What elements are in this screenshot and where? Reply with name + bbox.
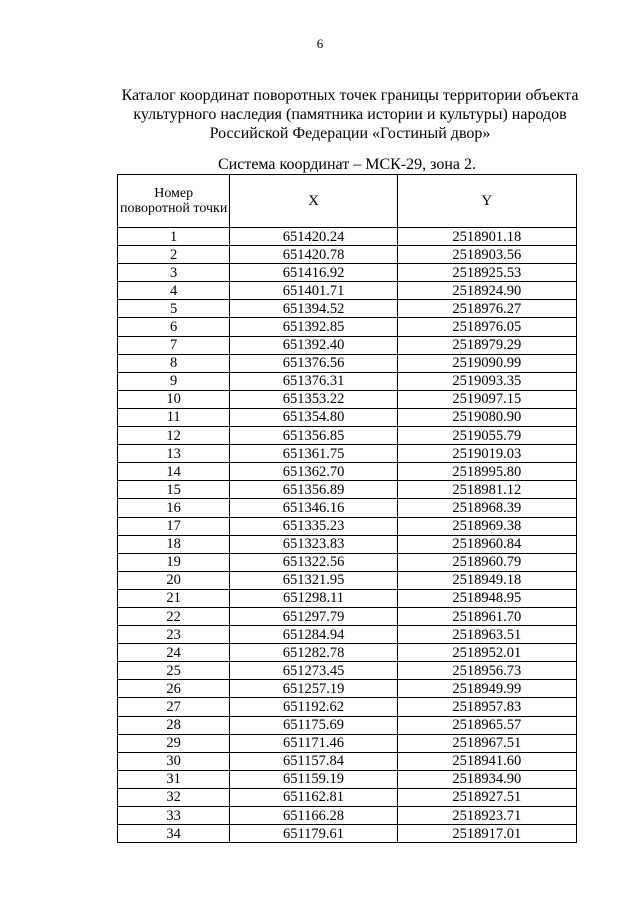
- point-number-cell: 25: [118, 662, 230, 680]
- table-header-row: [118, 175, 577, 228]
- x-coordinate-cell: 651420.78: [230, 246, 397, 264]
- x-coordinate-cell: 651420.24: [230, 228, 397, 246]
- point-number-cell: 29: [118, 734, 230, 752]
- point-number-cell: 21: [118, 589, 230, 607]
- table-row: [118, 698, 577, 716]
- table-row: [118, 318, 577, 336]
- x-coordinate-cell: 651282.78: [230, 644, 397, 662]
- point-number-cell: 2: [118, 246, 230, 264]
- x-coordinate-cell: 651394.52: [230, 300, 397, 318]
- table-row: [118, 246, 577, 264]
- table-row: [118, 499, 577, 517]
- table-row: [118, 427, 577, 445]
- point-number-cell: 33: [118, 807, 230, 825]
- y-coordinate-cell: 2518917.01: [397, 825, 576, 843]
- table-row: [118, 445, 577, 463]
- point-number-cell: 9: [118, 372, 230, 390]
- point-number-cell: 24: [118, 644, 230, 662]
- point-number-cell: 22: [118, 607, 230, 625]
- point-number-cell: 19: [118, 553, 230, 571]
- y-coordinate-cell: 2518957.83: [397, 698, 576, 716]
- header-point-number: Номер поворотной точки: [118, 175, 230, 228]
- point-number-cell: 32: [118, 788, 230, 806]
- point-number-cell: 8: [118, 354, 230, 372]
- x-coordinate-cell: 651356.85: [230, 427, 397, 445]
- x-coordinate-cell: 651353.22: [230, 390, 397, 408]
- point-number-cell: 26: [118, 680, 230, 698]
- y-coordinate-cell: 2518963.51: [397, 626, 576, 644]
- x-coordinate-cell: 651354.80: [230, 408, 397, 426]
- point-number-cell: 10: [118, 390, 230, 408]
- y-coordinate-cell: 2519097.15: [397, 390, 576, 408]
- point-number-cell: 11: [118, 408, 230, 426]
- x-coordinate-cell: 651346.16: [230, 499, 397, 517]
- table-row: [118, 390, 577, 408]
- table-row: [118, 607, 577, 625]
- y-coordinate-cell: 2518949.99: [397, 680, 576, 698]
- y-coordinate-cell: 2518956.73: [397, 662, 576, 680]
- y-coordinate-cell: 2518924.90: [397, 282, 576, 300]
- table-row: [118, 228, 577, 246]
- x-coordinate-cell: 651376.31: [230, 372, 397, 390]
- page-number: 6: [316, 36, 324, 51]
- table-row: [118, 264, 577, 282]
- point-number-cell: 7: [118, 336, 230, 354]
- y-coordinate-cell: 2518969.38: [397, 517, 576, 535]
- table-row: [118, 788, 577, 806]
- x-coordinate-cell: 651356.89: [230, 481, 397, 499]
- point-number-cell: 13: [118, 445, 230, 463]
- y-coordinate-cell: 2518995.80: [397, 463, 576, 481]
- y-coordinate-cell: 2518952.01: [397, 644, 576, 662]
- table-row: [118, 336, 577, 354]
- coordinate-system-caption: Система координат – МСК-29, зона 2.: [217, 156, 477, 173]
- table-row: [118, 680, 577, 698]
- x-coordinate-cell: 651322.56: [230, 553, 397, 571]
- y-coordinate-cell: 2518960.79: [397, 553, 576, 571]
- table-row: [118, 535, 577, 553]
- y-coordinate-cell: 2518923.71: [397, 807, 576, 825]
- table-row: [118, 807, 577, 825]
- x-coordinate-cell: 651166.28: [230, 807, 397, 825]
- table-row: [118, 589, 577, 607]
- point-number-cell: 5: [118, 300, 230, 318]
- x-coordinate-cell: 651361.75: [230, 445, 397, 463]
- point-number-cell: 16: [118, 499, 230, 517]
- table-row: [118, 481, 577, 499]
- x-coordinate-cell: 651171.46: [230, 734, 397, 752]
- point-number-cell: 6: [118, 318, 230, 336]
- y-coordinate-cell: 2518968.39: [397, 499, 576, 517]
- table-body: [118, 228, 577, 843]
- y-coordinate-cell: 2518965.57: [397, 716, 576, 734]
- y-coordinate-cell: 2518948.95: [397, 589, 576, 607]
- y-coordinate-cell: 2518967.51: [397, 734, 576, 752]
- x-coordinate-cell: 651323.83: [230, 535, 397, 553]
- point-number-cell: 17: [118, 517, 230, 535]
- table-row: [118, 517, 577, 535]
- y-coordinate-cell: 2518961.70: [397, 607, 576, 625]
- document-title: Каталог координат поворотных точек границы территории объекта культурного наследия (памятника истории и культуры) народов Российской Федерации «Гостиный двор»: [121, 87, 579, 142]
- header-x: X: [230, 175, 397, 228]
- table-row: [118, 626, 577, 644]
- x-coordinate-cell: 651273.45: [230, 662, 397, 680]
- point-number-cell: 12: [118, 427, 230, 445]
- point-number-cell: 3: [118, 264, 230, 282]
- y-coordinate-cell: 2518925.53: [397, 264, 576, 282]
- point-number-cell: 20: [118, 571, 230, 589]
- point-number-cell: 34: [118, 825, 230, 843]
- y-coordinate-cell: 2518941.60: [397, 752, 576, 770]
- x-coordinate-cell: 651392.85: [230, 318, 397, 336]
- x-coordinate-cell: 651284.94: [230, 626, 397, 644]
- table-row: [118, 282, 577, 300]
- table-row: [118, 553, 577, 571]
- x-coordinate-cell: 651159.19: [230, 770, 397, 788]
- point-number-cell: 23: [118, 626, 230, 644]
- table-row: [118, 463, 577, 481]
- x-coordinate-cell: 651392.40: [230, 336, 397, 354]
- y-coordinate-cell: 2518981.12: [397, 481, 576, 499]
- y-coordinate-cell: 2518901.18: [397, 228, 576, 246]
- y-coordinate-cell: 2519093.35: [397, 372, 576, 390]
- x-coordinate-cell: 651401.71: [230, 282, 397, 300]
- table-row: [118, 770, 577, 788]
- y-coordinate-cell: 2518976.27: [397, 300, 576, 318]
- point-number-cell: 30: [118, 752, 230, 770]
- x-coordinate-cell: 651362.70: [230, 463, 397, 481]
- x-coordinate-cell: 651192.62: [230, 698, 397, 716]
- y-coordinate-cell: 2518979.29: [397, 336, 576, 354]
- y-coordinate-cell: 2518934.90: [397, 770, 576, 788]
- y-coordinate-cell: 2518927.51: [397, 788, 576, 806]
- point-number-cell: 28: [118, 716, 230, 734]
- point-number-cell: 31: [118, 770, 230, 788]
- table-row: [118, 372, 577, 390]
- y-coordinate-cell: 2519019.03: [397, 445, 576, 463]
- table-row: [118, 571, 577, 589]
- point-number-cell: 14: [118, 463, 230, 481]
- point-number-cell: 1: [118, 228, 230, 246]
- x-coordinate-cell: 651335.23: [230, 517, 397, 535]
- y-coordinate-cell: 2518960.84: [397, 535, 576, 553]
- x-coordinate-cell: 651162.81: [230, 788, 397, 806]
- y-coordinate-cell: 2518976.05: [397, 318, 576, 336]
- table-row: [118, 354, 577, 372]
- coordinates-table: [117, 174, 577, 843]
- y-coordinate-cell: 2518949.18: [397, 571, 576, 589]
- table-row: [118, 752, 577, 770]
- x-coordinate-cell: 651157.84: [230, 752, 397, 770]
- table-row: [118, 825, 577, 843]
- x-coordinate-cell: 651175.69: [230, 716, 397, 734]
- header-y: Y: [397, 175, 576, 228]
- y-coordinate-cell: 2519080.90: [397, 408, 576, 426]
- x-coordinate-cell: 651416.92: [230, 264, 397, 282]
- table-row: [118, 716, 577, 734]
- x-coordinate-cell: 651321.95: [230, 571, 397, 589]
- y-coordinate-cell: 2519055.79: [397, 427, 576, 445]
- x-coordinate-cell: 651179.61: [230, 825, 397, 843]
- x-coordinate-cell: 651376.56: [230, 354, 397, 372]
- table-row: [118, 644, 577, 662]
- table-row: [118, 734, 577, 752]
- y-coordinate-cell: 2518903.56: [397, 246, 576, 264]
- y-coordinate-cell: 2519090.99: [397, 354, 576, 372]
- table-row: [118, 662, 577, 680]
- x-coordinate-cell: 651298.11: [230, 589, 397, 607]
- point-number-cell: 15: [118, 481, 230, 499]
- point-number-cell: 27: [118, 698, 230, 716]
- point-number-cell: 4: [118, 282, 230, 300]
- table-row: [118, 408, 577, 426]
- point-number-cell: 18: [118, 535, 230, 553]
- table-row: [118, 300, 577, 318]
- x-coordinate-cell: 651297.79: [230, 607, 397, 625]
- x-coordinate-cell: 651257.19: [230, 680, 397, 698]
